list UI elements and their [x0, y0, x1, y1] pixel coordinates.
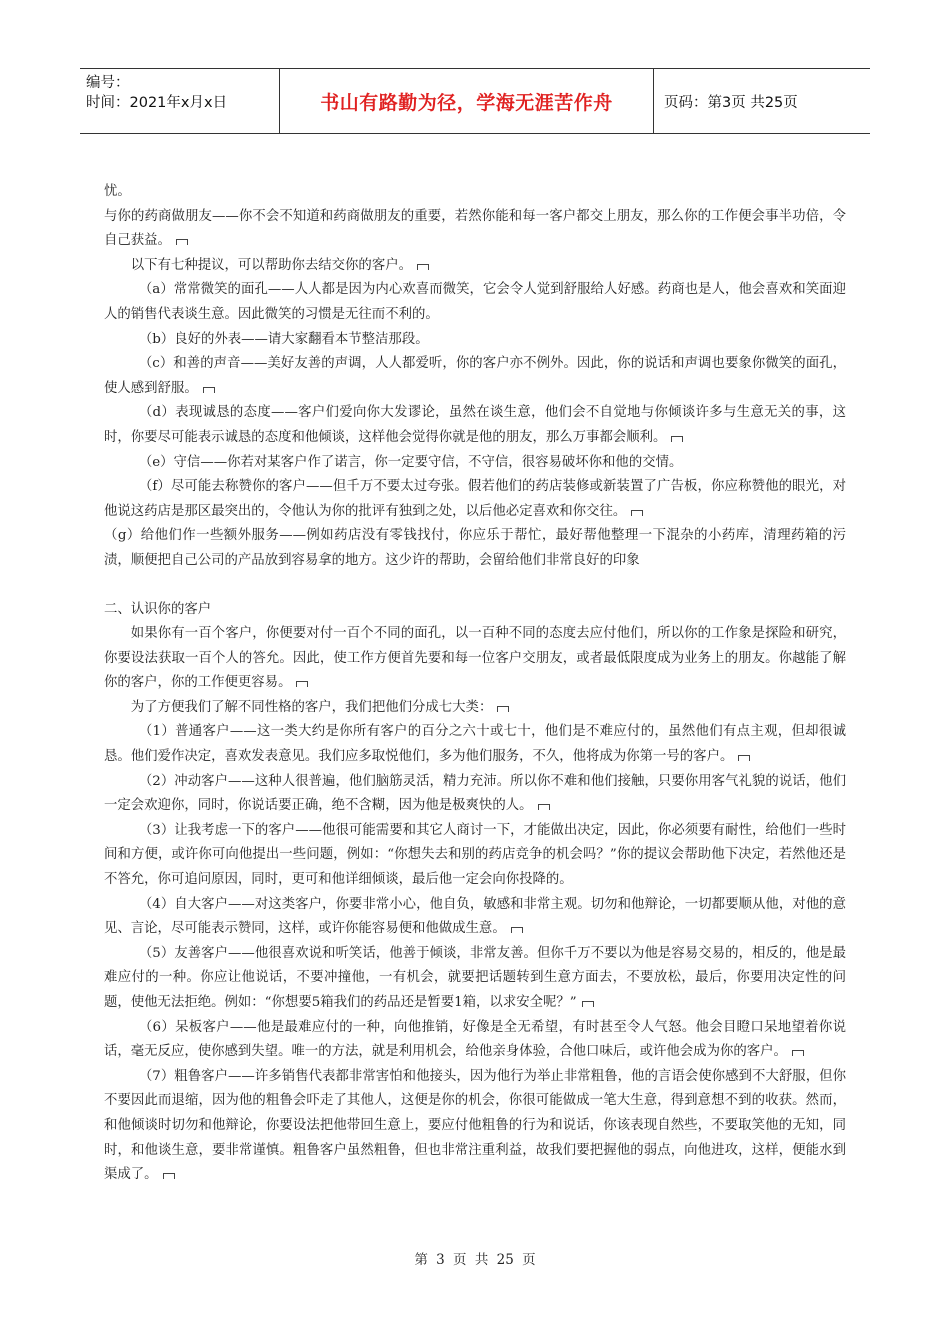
paragraph-text: （a）常常微笑的面孔——人人都是因为内心欢喜而微笑，它会令人觉到舒服给人好感。药商也是人，他会喜欢和笑面迎人的销售代表谈生意。因此微笑的习惯是无往而不利的。 [104, 282, 846, 322]
paragraph [104, 720, 846, 769]
paragraph-mark-icon [538, 804, 550, 810]
paragraph-mark-icon [203, 387, 215, 393]
paragraph [104, 401, 846, 450]
paragraph-text: （6）呆板客户——他是最难应付的一种，向他推销，好像是全无希望，有时甚至令人气怒。他会目瞪口呆地望着你说话，毫无反应，使你感到失望。唯一的方法，就是利用机会，给他亲身体验，合他口味后，或许他会成为你的客户。 [104, 1019, 846, 1060]
paragraph [104, 1065, 846, 1188]
header-page-cell [654, 69, 870, 133]
paragraph [104, 451, 846, 476]
paragraph-mark-icon [671, 436, 683, 442]
paragraph-mark-icon [738, 755, 750, 761]
header-meta-cell [80, 69, 280, 133]
paragraph [104, 1016, 846, 1065]
paragraph-text: 二、认识你的客户 [104, 601, 212, 617]
paragraph-mark-icon [511, 927, 523, 933]
paragraph-text: （g）给他们作一些额外服务——例如药店没有零钱找付，你应乐于帮忙，最好帮他整理一下混杂的小药库，清理药箱的污渍，顺便把自己公司的产品放到容易拿的地方。这少许的帮助，会留给他们非常良好的印象 [104, 528, 846, 568]
paragraph [104, 622, 846, 696]
paragraph-mark-icon [296, 681, 308, 687]
motto-text: 书山有路勤为径，学海无涯苦作舟 [320, 91, 613, 114]
paragraph-text: （b）良好的外表——请大家翻看本节整洁那段。 [138, 331, 429, 347]
paragraph [104, 524, 846, 573]
paragraph [104, 352, 846, 401]
paragraph-gap [104, 574, 846, 598]
paragraph-text: （2）冲动客户——这种人很普遍，他们脑筋灵活，精力充沛。所以你不难和他们接触，只要你用客气礼貌的说话，他们一定会欢迎你，同时，你说话要正确，绝不含糊，因为他是极爽快的人。 [104, 773, 846, 814]
paragraph [104, 254, 846, 279]
time-label: 时间：2021年x月x日 [86, 95, 228, 111]
paragraph [104, 475, 846, 524]
paragraph-text: 如果你有一百个客户，你便要对付一百个不同的面孔，以一百种不同的态度去应付他们，所以你的工作象是探险和研究，你要设法获取一百个人的答允。因此，使工作方便首先要和每一位客户交朋友，或者最低限度成为业务上的朋友。你越能了解你的客户，你的工作便更容易。 [104, 626, 846, 691]
paragraph [104, 942, 846, 1016]
paragraph-mark-icon [792, 1050, 804, 1056]
header-table [80, 68, 870, 134]
paragraph-mark-icon [163, 1173, 175, 1179]
paragraph [104, 770, 846, 819]
paragraph-text: （e）守信——你若对某客户作了诺言，你一定要守信，不守信，很容易破坏你和他的交情。 [138, 454, 683, 470]
paragraph-text: 为了方便我们了解不同性格的客户，我们把他们分成七大类： [130, 699, 493, 715]
paragraph-mark-icon [631, 510, 643, 516]
paragraph-text: 与你的药商做朋友——你不会不知道和药商做朋友的重要，若然你能和每一客户都交上朋友，那么你的工作便会事半功倍，令自己获益。 [104, 208, 846, 249]
paragraph-mark-icon [582, 1001, 594, 1007]
paragraph [104, 696, 846, 721]
paragraph-text: （4）自大客户——对这类客户，你要非常小心，他自负，敏感和非常主观。切勿和他辩论，一切都要顺从他，对他的意见、言论，尽可能表示赞同，这样，或许你能容易便和他做成生意。 [104, 896, 846, 937]
footer-page-number: 第 3 页 共 25 页 [414, 1252, 536, 1268]
paragraph [104, 278, 846, 327]
paragraph-text: （f）尽可能去称赞你的客户——但千万不要太过夸张。假若他们的药店装修或新装置了广告板，你应称赞他的眼光，对他说这药店是那区最突出的，令他认为你的批评有独到之处，以后他必定喜欢和你交往。 [104, 479, 846, 519]
page-footer [0, 1248, 950, 1268]
paragraph-text: （7）粗鲁客户——许多销售代表都非常害怕和他接头，因为他行为举止非常粗鲁，他的言语会使你感到不大舒服，但你不要因此而退缩，因为他的粗鲁会吓走了其他人，这便是你的机会，你很可能做成一笔大生意，得到意想不到的收获。然而，和他倾谈时切勿和他辩论，你要设法把他带回生意上，要应付他粗鲁的行为和说话，你该表现自然些，不要取笑他的无知，同时，和他谈生意，要非常谨慎。粗鲁客户虽然粗鲁，但也非常注重利益，故我们要把握他的弱点，向他进攻，这样，便能水到渠成了。 [104, 1068, 846, 1183]
paragraph-mark-icon [497, 706, 509, 712]
paragraph-text: 以下有七种提议，可以帮助你去结交你的客户。 [130, 257, 412, 273]
paragraph-text: 忧。 [104, 184, 131, 199]
number-label: 编号： [86, 75, 130, 91]
header-motto-cell [280, 69, 654, 133]
page-info: 页码：第3页 共25页 [664, 94, 798, 111]
paragraph-text: （c）和善的声音——美好友善的声调，人人都爱听，你的客户亦不例外。因此，你的说话和声调也要象你微笑的面孔，使人感到舒服。 [104, 356, 846, 396]
paragraph [104, 598, 846, 623]
paragraph [104, 180, 846, 205]
paragraph-text: （5）友善客户——他很喜欢说和听笑话，他善于倾谈，非常友善。但你千万不要以为他是容易交易的，相反的，他是最难应付的一种。你应让他说话，不要冲撞他，一有机会，就要把话题转到生意方面去，不要放松，最后，你要用决定性的问题，使他无法拒绝。例如：“你想要5箱我们的药品还是暂要1箱，以求安全呢？” [104, 945, 846, 1010]
document-body [104, 180, 846, 1188]
paragraph-mark-icon [176, 239, 188, 245]
paragraph [104, 205, 846, 254]
paragraph-mark-icon [417, 264, 429, 270]
paragraph [104, 819, 846, 893]
paragraph-text: （d）表现诚恳的态度——客户们爱向你大发谬论，虽然在谈生意，他们会不自觉地与你倾谈许多与生意无关的事，这时，你要尽可能表示诚恳的态度和他倾谈，这样他会觉得你就是他的朋友，那么万事都会顺利。 [104, 405, 846, 445]
paragraph [104, 328, 846, 353]
paragraph-text: （1）普通客户——这一类大约是你所有客户的百分之六十或七十，他们是不难应付的，虽然他们有点主观，但却很诚恳。他们爱作决定，喜欢发表意见。我们应多取悦他们，多为他们服务，不久，他将成为你第一号的客户。 [104, 724, 846, 765]
paragraph [104, 893, 846, 942]
paragraph-text: （3）让我考虑一下的客户——他很可能需要和其它人商讨一下，才能做出决定，因此，你必须要有耐性，给他们一些时间和方便，或许你可向他提出一些问题，例如：“你想失去和别的药店竞争的机会吗？”你的提议会帮助他下决定，若然他还是不答允，你可追问原因，同时，更可和他详细倾谈，最后他一定会向你投降的。 [104, 822, 846, 888]
